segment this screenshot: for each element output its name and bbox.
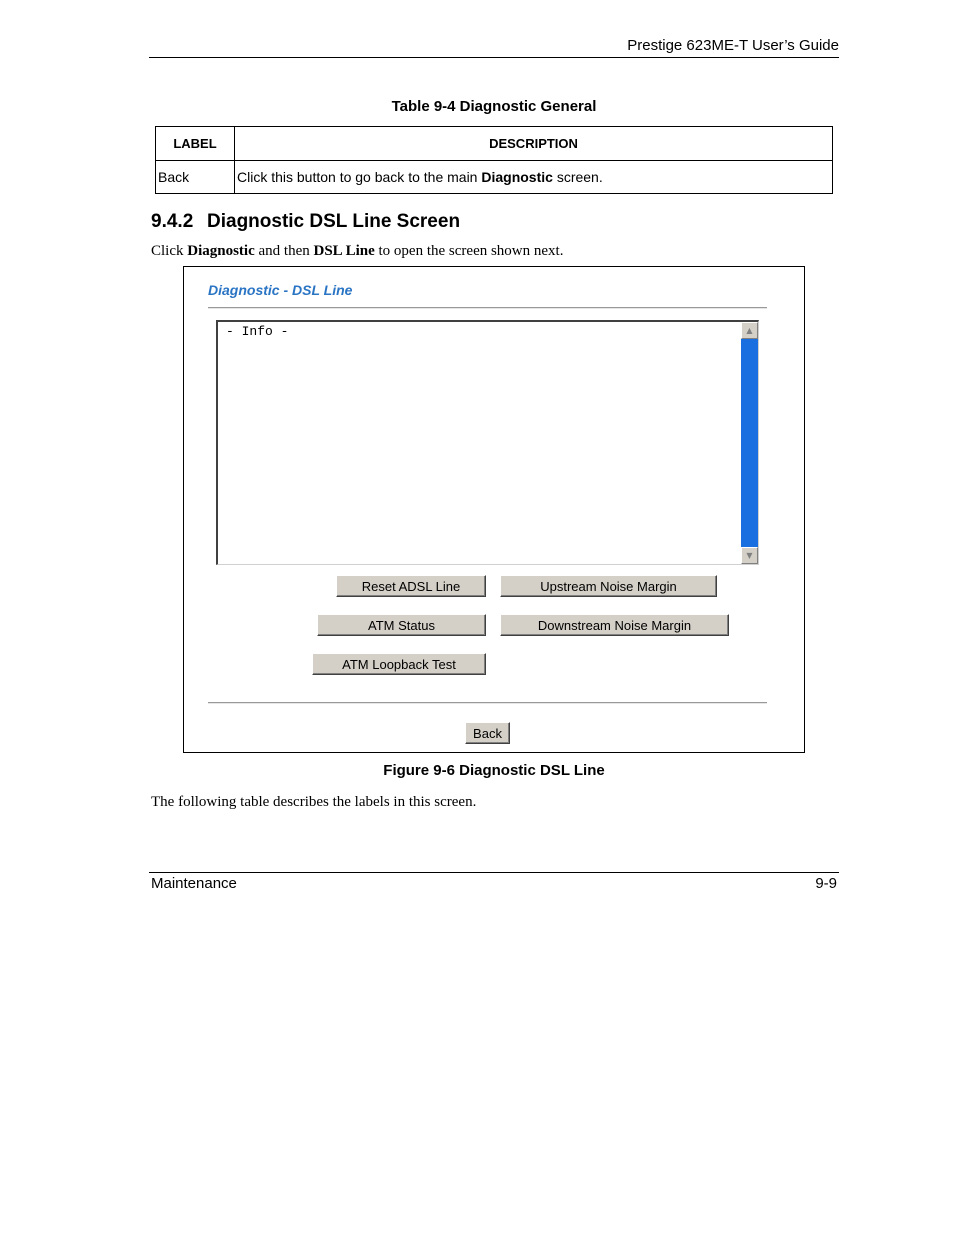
intro-paragraph [151, 243, 563, 260]
desc-text: Click this button to go back to the main [237, 169, 482, 185]
bottom-divider [208, 702, 767, 704]
vertical-scrollbar[interactable] [741, 322, 758, 564]
desc-bold: Diagnostic [481, 169, 553, 185]
top-divider [208, 307, 767, 309]
row-label: Back [156, 161, 235, 194]
section-title: Diagnostic DSL Line Screen [207, 211, 461, 232]
section-heading [151, 211, 460, 233]
screenshot-frame [183, 266, 805, 753]
scroll-down-icon[interactable]: ▼ [741, 547, 758, 564]
table-caption: Table 9-4 Diagnostic General [391, 98, 597, 115]
desc-text-end: screen. [552, 169, 603, 185]
intro-text-1: Click [151, 243, 188, 259]
scroll-up-icon[interactable]: ▲ [741, 322, 758, 339]
table-header-row [156, 127, 833, 161]
header-rule [149, 57, 839, 58]
back-button[interactable]: Back [465, 722, 510, 744]
column-header-description: DESCRIPTION [235, 127, 833, 161]
info-textarea[interactable] [216, 320, 759, 565]
row-description [235, 161, 833, 194]
intro-text-2: and then [254, 243, 314, 259]
intro-text-3: to open the screen shown next. [374, 243, 564, 259]
reset-adsl-line-button[interactable]: Reset ADSL Line [336, 575, 486, 597]
section-number: 9.4.2 [151, 211, 194, 232]
page-number: 9-9 [815, 875, 837, 892]
column-header-label: LABEL [156, 127, 235, 161]
footer-chapter: Maintenance [151, 875, 237, 892]
atm-loopback-test-button[interactable]: ATM Loopback Test [312, 653, 486, 675]
following-paragraph: The following table describes the labels in this screen. [151, 794, 477, 810]
label-table [155, 126, 833, 194]
upstream-noise-margin-button[interactable]: Upstream Noise Margin [500, 575, 717, 597]
screen-title: Diagnostic - DSL Line [208, 282, 353, 298]
intro-bold-2: DSL Line [313, 243, 375, 259]
info-text: - Info - [226, 324, 289, 339]
table-row [156, 161, 833, 194]
figure-caption: Figure 9-6 Diagnostic DSL Line [383, 762, 605, 779]
intro-bold-1: Diagnostic [187, 243, 255, 259]
atm-status-button[interactable]: ATM Status [317, 614, 486, 636]
running-header: Prestige 623ME-T User’s Guide [627, 37, 839, 54]
downstream-noise-margin-button[interactable]: Downstream Noise Margin [500, 614, 729, 636]
footer-rule [149, 872, 839, 873]
